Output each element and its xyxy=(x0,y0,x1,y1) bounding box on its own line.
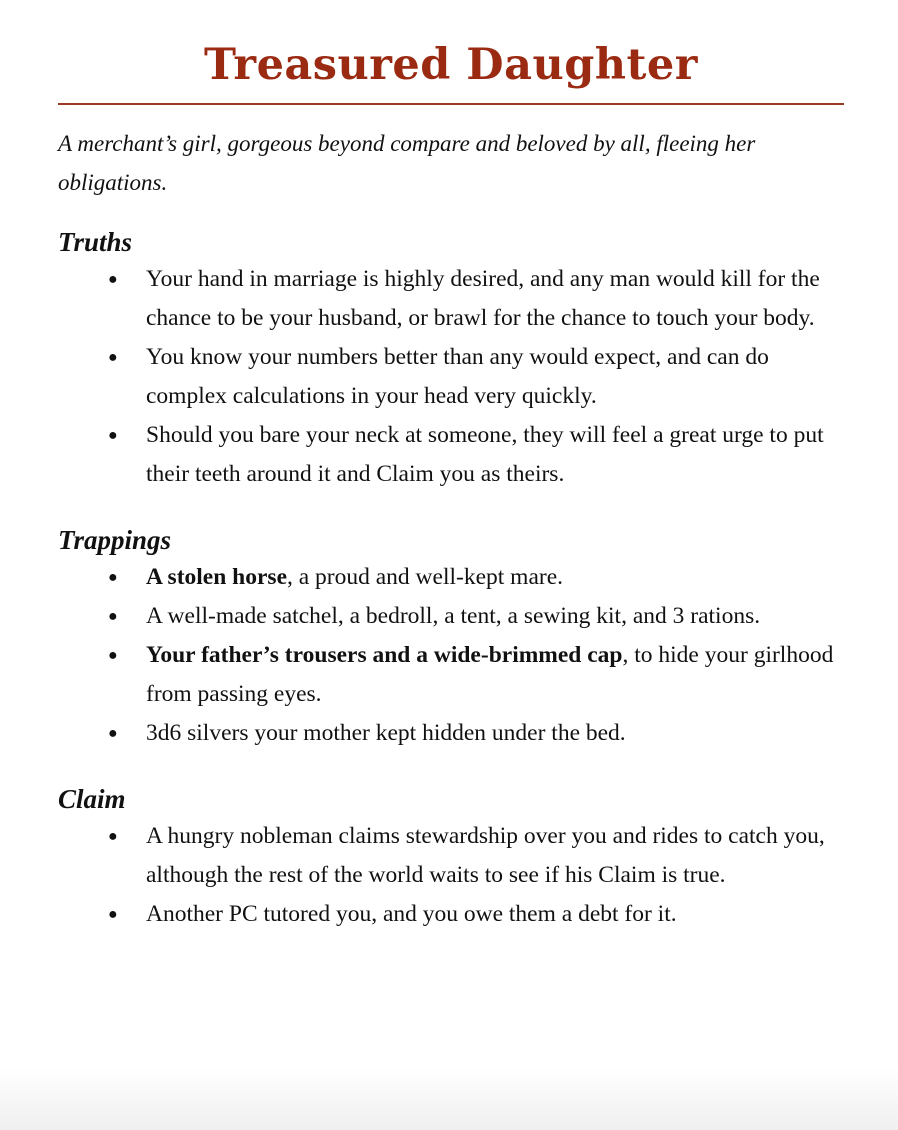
list-item: ● A stolen horse, a proud and well-kept mare. xyxy=(58,558,844,597)
trappings-list xyxy=(58,558,844,753)
bullet-icon: ● xyxy=(108,569,118,586)
bullet-icon: ● xyxy=(108,608,118,625)
section-trappings xyxy=(58,522,844,753)
section-heading-truths: Truths xyxy=(58,227,133,257)
bullet-icon: ● xyxy=(108,828,118,845)
tagline: A merchant’s girl, gorgeous beyond compare and beloved by all, fleeing her obligations. xyxy=(58,131,756,195)
section-truths xyxy=(58,224,844,494)
list-item: ● Should you bare your neck at someone, they will feel a great urge to put their teeth around it and Claim you as theirs. xyxy=(58,416,844,494)
bullet-icon: ● xyxy=(108,906,118,923)
section-heading-claim: Claim xyxy=(58,784,126,814)
document-page xyxy=(58,36,844,934)
truths-list xyxy=(58,260,844,494)
bullet-icon: ● xyxy=(108,349,118,366)
list-item: ● A well-made satchel, a bedroll, a tent, a sewing kit, and 3 rations. xyxy=(58,597,844,636)
section-claim xyxy=(58,781,844,934)
section-heading-trappings: Trappings xyxy=(58,525,172,555)
list-item: ● A hungry nobleman claims stewardship over you and rides to catch you, although the rest of the world waits to see if his Claim is true. xyxy=(58,817,844,895)
list-item: ● 3d6 silvers your mother kept hidden under the bed. xyxy=(58,714,844,753)
list-item: ● Your father’s trousers and a wide-brimmed cap, to hide your girlhood from passing eyes. xyxy=(58,636,844,714)
title-divider xyxy=(58,103,844,105)
page-bottom-shadow xyxy=(0,1068,898,1130)
list-item: ● Another PC tutored you, and you owe them a debt for it. xyxy=(58,895,844,934)
bullet-icon: ● xyxy=(108,271,118,288)
list-item: ● Your hand in marriage is highly desired, and any man would kill for the chance to be your husband, or brawl for the chance to touch your body. xyxy=(58,260,844,338)
bullet-icon: ● xyxy=(108,725,118,742)
list-item: ● You know your numbers better than any would expect, and can do complex calculations in your head very quickly. xyxy=(58,338,844,416)
claim-list xyxy=(58,817,844,934)
bullet-icon: ● xyxy=(108,427,118,444)
bullet-icon: ● xyxy=(108,647,118,664)
document-title: Treasured Daughter xyxy=(204,40,698,90)
